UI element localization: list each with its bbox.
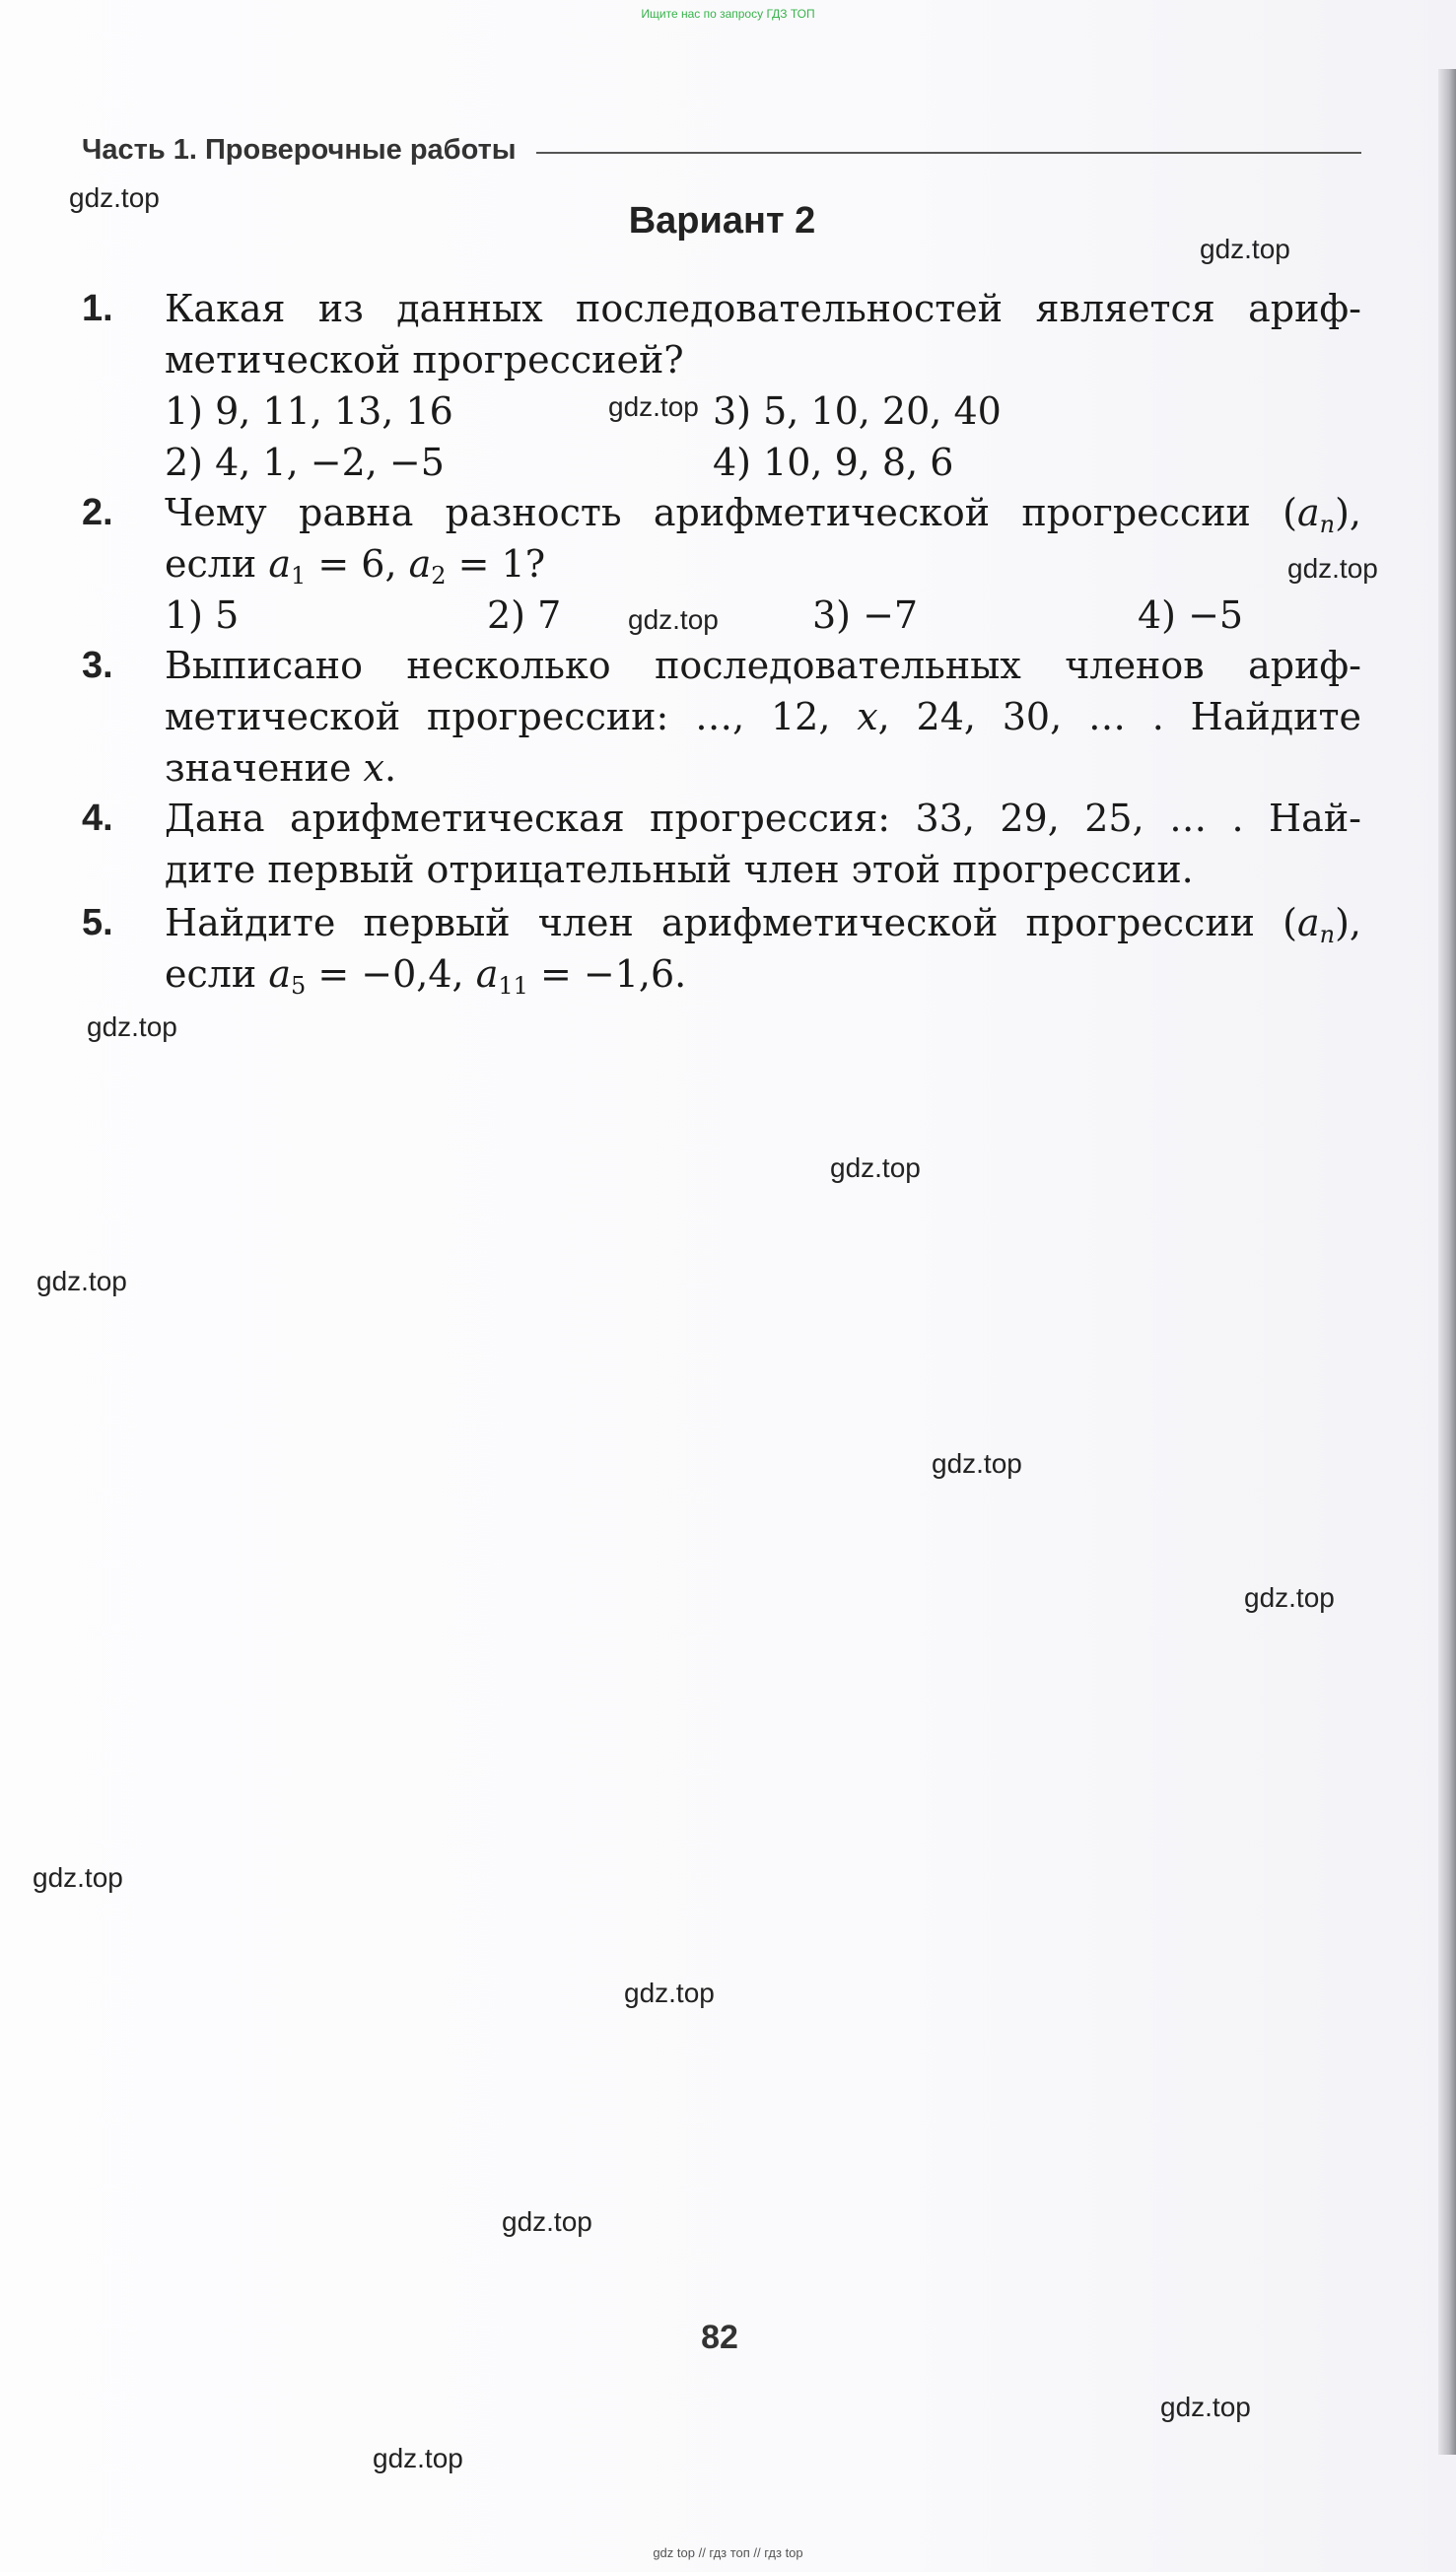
answer-option: 4) 10, 9, 8, 6 — [713, 441, 954, 484]
task-text-line: Выписано несколько последовательных членов ариф- — [165, 644, 1361, 687]
watermark: gdz.top — [373, 2443, 463, 2473]
watermark: gdz.top — [33, 1862, 123, 1893]
watermark: gdz.top — [628, 604, 719, 635]
task-2 — [82, 487, 1361, 641]
watermark: gdz.top — [36, 1266, 127, 1296]
task-text-line: значение x. — [165, 746, 397, 790]
section-header — [82, 134, 1361, 167]
watermark: gdz.top — [608, 391, 699, 422]
watermark: gdz.top — [932, 1448, 1022, 1479]
answer-option: 3) −7 — [812, 593, 919, 637]
answer-option: 2) 4, 1, −2, −5 — [165, 441, 445, 484]
task-3 — [82, 640, 1361, 794]
watermark: gdz.top — [1160, 2392, 1251, 2422]
task-text-line: Какая из данных последовательностей является ариф- — [165, 287, 1361, 330]
watermark: gdz.top — [624, 1978, 715, 2008]
watermark: gdz.top — [69, 182, 160, 213]
task-text-line: Чему равна разность арифметической прогрессии $(a_n)$, — [165, 491, 1361, 538]
section-title: Часть 1. Проверочные работы — [82, 134, 517, 166]
answer-options-row — [165, 385, 1361, 437]
answer-option: 3) 5, 10, 20, 40 — [713, 389, 1002, 433]
watermark: gdz.top — [87, 1011, 177, 1042]
answer-option: 4) −5 — [1138, 593, 1244, 637]
watermark: gdz.top — [1287, 553, 1378, 584]
top-search-hint: Ищите нас по запросу ГДЗ ТОП — [641, 7, 815, 21]
page-number: 82 — [701, 2319, 738, 2356]
task-text-line: дите первый отрицательный член этой прогрессии. — [165, 848, 1194, 891]
variant-title: Вариант 2 — [628, 200, 816, 242]
header-rule — [536, 152, 1361, 154]
task-number: 1. — [82, 288, 113, 329]
task-number: 3. — [82, 645, 113, 686]
page-edge-shadow — [1438, 69, 1456, 2455]
task-number: 2. — [82, 492, 113, 533]
answer-option: 1) 5 — [165, 593, 240, 637]
bottom-watermark-note: gdz top // гдз топ // гдз top — [653, 2545, 803, 2560]
answer-options-row — [165, 437, 1361, 488]
watermark: gdz.top — [1244, 1582, 1335, 1613]
task-text-line: метической прогрессией? — [165, 338, 684, 382]
answer-options-row — [165, 590, 1361, 641]
task-text-line: Дана арифметическая прогрессия: 33, 29, 25, … . Най- — [165, 797, 1361, 840]
task-number: 5. — [82, 902, 113, 943]
task-text-line: если $a_1 = 6$, $a_2 = 1$? — [165, 542, 546, 590]
task-1 — [82, 283, 1361, 488]
task-text-line: если $a_5 = -0,4$, $a_{11} = -1,6$. — [165, 952, 687, 1000]
task-4 — [82, 793, 1361, 895]
answer-option: 2) 7 — [487, 593, 562, 637]
watermark: gdz.top — [1200, 234, 1290, 264]
answer-option: 1) 9, 11, 13, 16 — [165, 389, 453, 433]
watermark: gdz.top — [502, 2206, 592, 2237]
watermark: gdz.top — [830, 1152, 921, 1183]
task-text-line: Найдите первый член арифметической прогрессии $(a_n)$, — [165, 901, 1361, 948]
task-5 — [82, 897, 1361, 1000]
task-text-line: метической прогрессии: …, 12, x, 24, 30, … . Найдите — [165, 695, 1361, 738]
task-number: 4. — [82, 798, 113, 839]
